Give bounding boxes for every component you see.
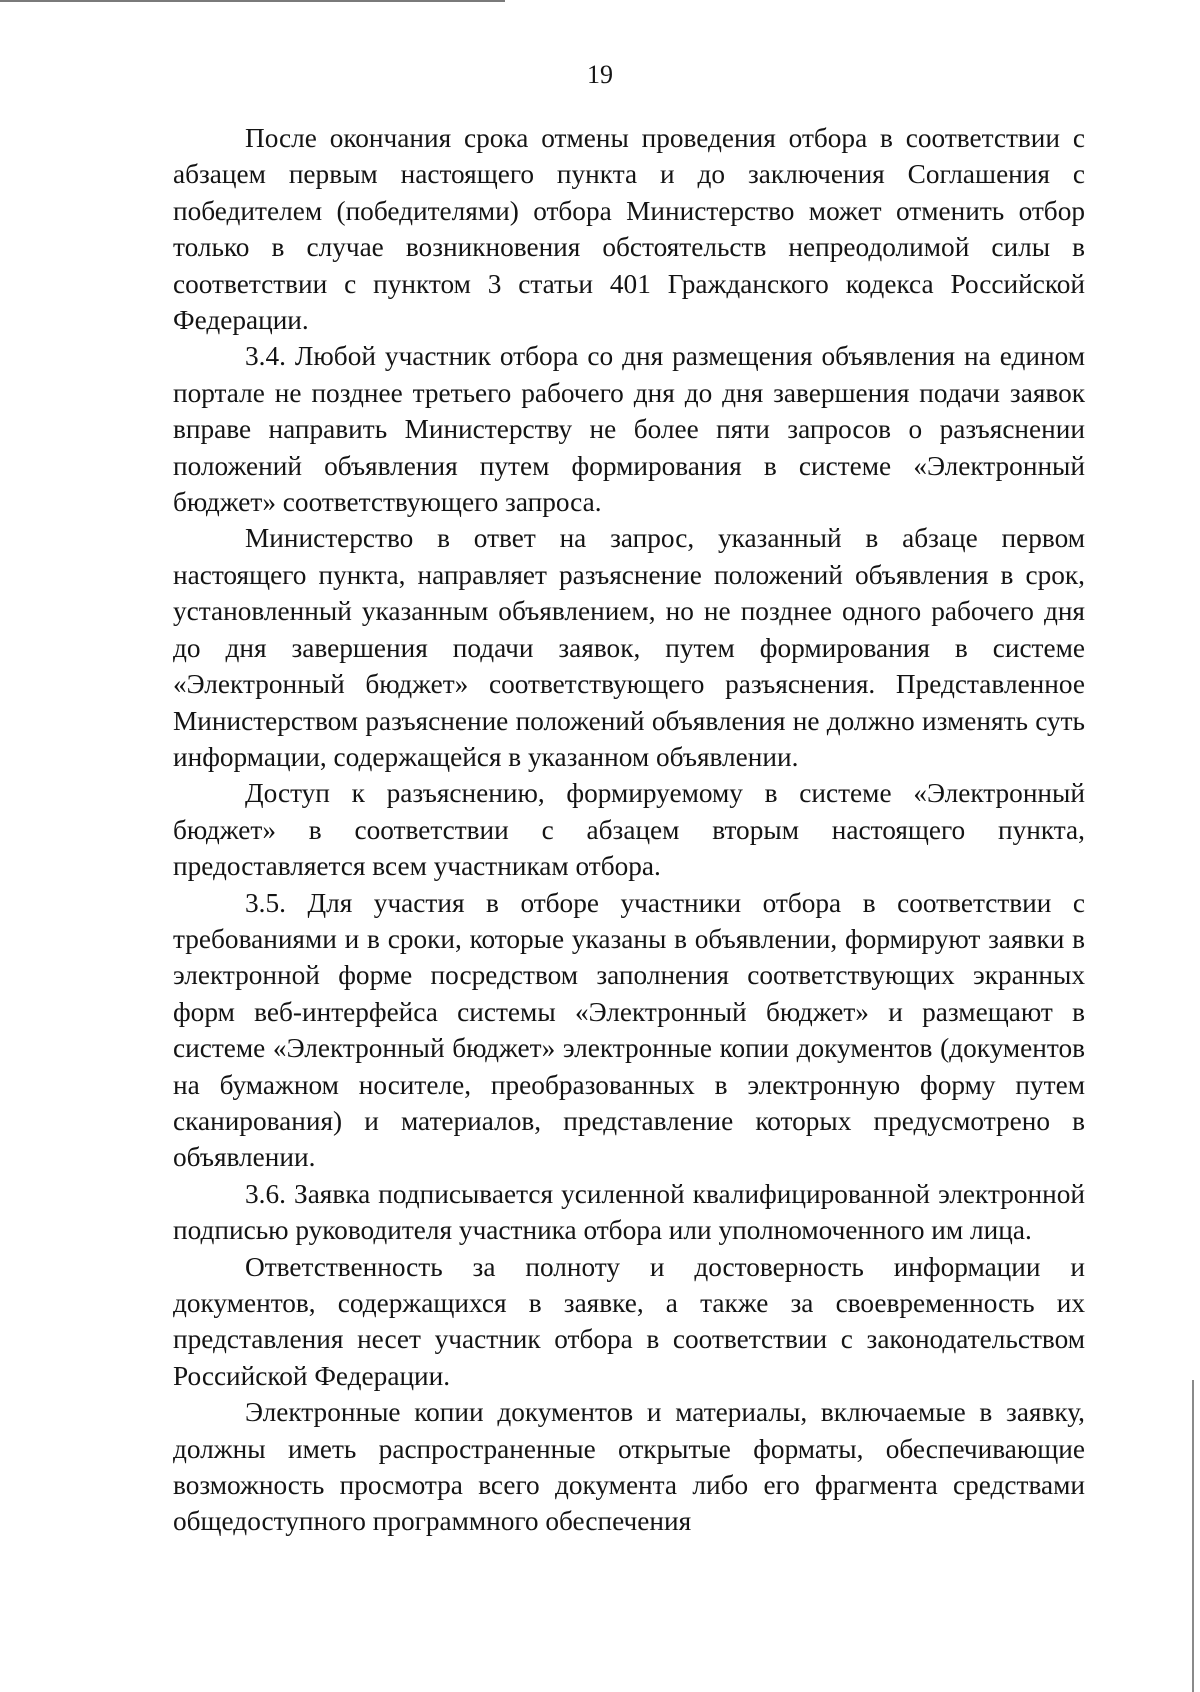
paragraph-electronic-copies: Электронные копии документов и материалы, включаемые в заявку, должны иметь распространенные открытые форматы, обеспечивающие возможность просмотра всего документа либо его фрагмента средствами общедоступного программного обеспечения	[173, 1397, 1085, 1537]
document-body	[173, 120, 1085, 1540]
paragraph-3-4-clarification-request: 3.4. Любой участник отбора со дня размещения объявления на едином портале не позднее третьего рабочего дня до дня завершения подачи заявок вправе направить Министерству не более пяти запросов о разъяснении положений объявления путем формирования в системе «Электронный бюджет» соответствующего запроса.	[173, 341, 1085, 518]
paragraph-clarification-access: Доступ к разъяснению, формируемому в системе «Электронный бюджет» в соответствии с абзацем вторым настоящего пункта, предоставляется всем участникам отбора.	[173, 778, 1085, 882]
scan-edge-line	[1192, 1380, 1194, 1692]
page-number: 19	[587, 60, 613, 89]
paragraph-3-6-signature: 3.6. Заявка подписывается усиленной квалифицированной электронной подписью руководителя участника отбора или уполномоченного им лица.	[173, 1178, 1085, 1246]
paragraph-cancellation: После окончания срока отмены проведения отбора в соответствии с абзацем первым настоящего пункта и до заключения Соглашения с победителем (победителями) отбора Министерство может отменить отбор только в случае возникновения обстоятельств непреодолимой силы в соответствии с пунктом 3 статьи 401 Гражданского кодекса Российской Федерации.	[173, 123, 1085, 336]
paragraph-responsibility: Ответственность за полноту и достоверность информации и документов, содержащихся в заявке, а также за своевременность их представления несет участник отбора в соответствии с законодательством Российской Федерации.	[173, 1251, 1085, 1391]
scan-edge-line	[0, 0, 505, 2]
paragraph-ministry-response: Министерство в ответ на запрос, указанный в абзаце первом настоящего пункта, направляет разъяснение положений объявления в срок, установленный указанным объявлением, но не позднее одного рабочего дня до дня завершения подачи заявок, путем формирования в системе «Электронный бюджет» соответствующего разъяснения. Представленное Министерством разъяснение положений объявления не должно изменять суть информации, содержащейся в указанном объявлении.	[173, 523, 1085, 772]
paragraph-3-5-application-forms: 3.5. Для участия в отборе участники отбора в соответствии с требованиями и в сроки, которые указаны в объявлении, формируют заявки в электронной форме посредством заполнения соответствующих экранных форм веб-интерфейса системы «Электронный бюджет» и размещают в системе «Электронный бюджет» электронные копии документов (документов на бумажном носителе, преобразованных в электронную форму путем сканирования) и материалов, представление которых предусмотрено в объявлении.	[173, 887, 1085, 1173]
